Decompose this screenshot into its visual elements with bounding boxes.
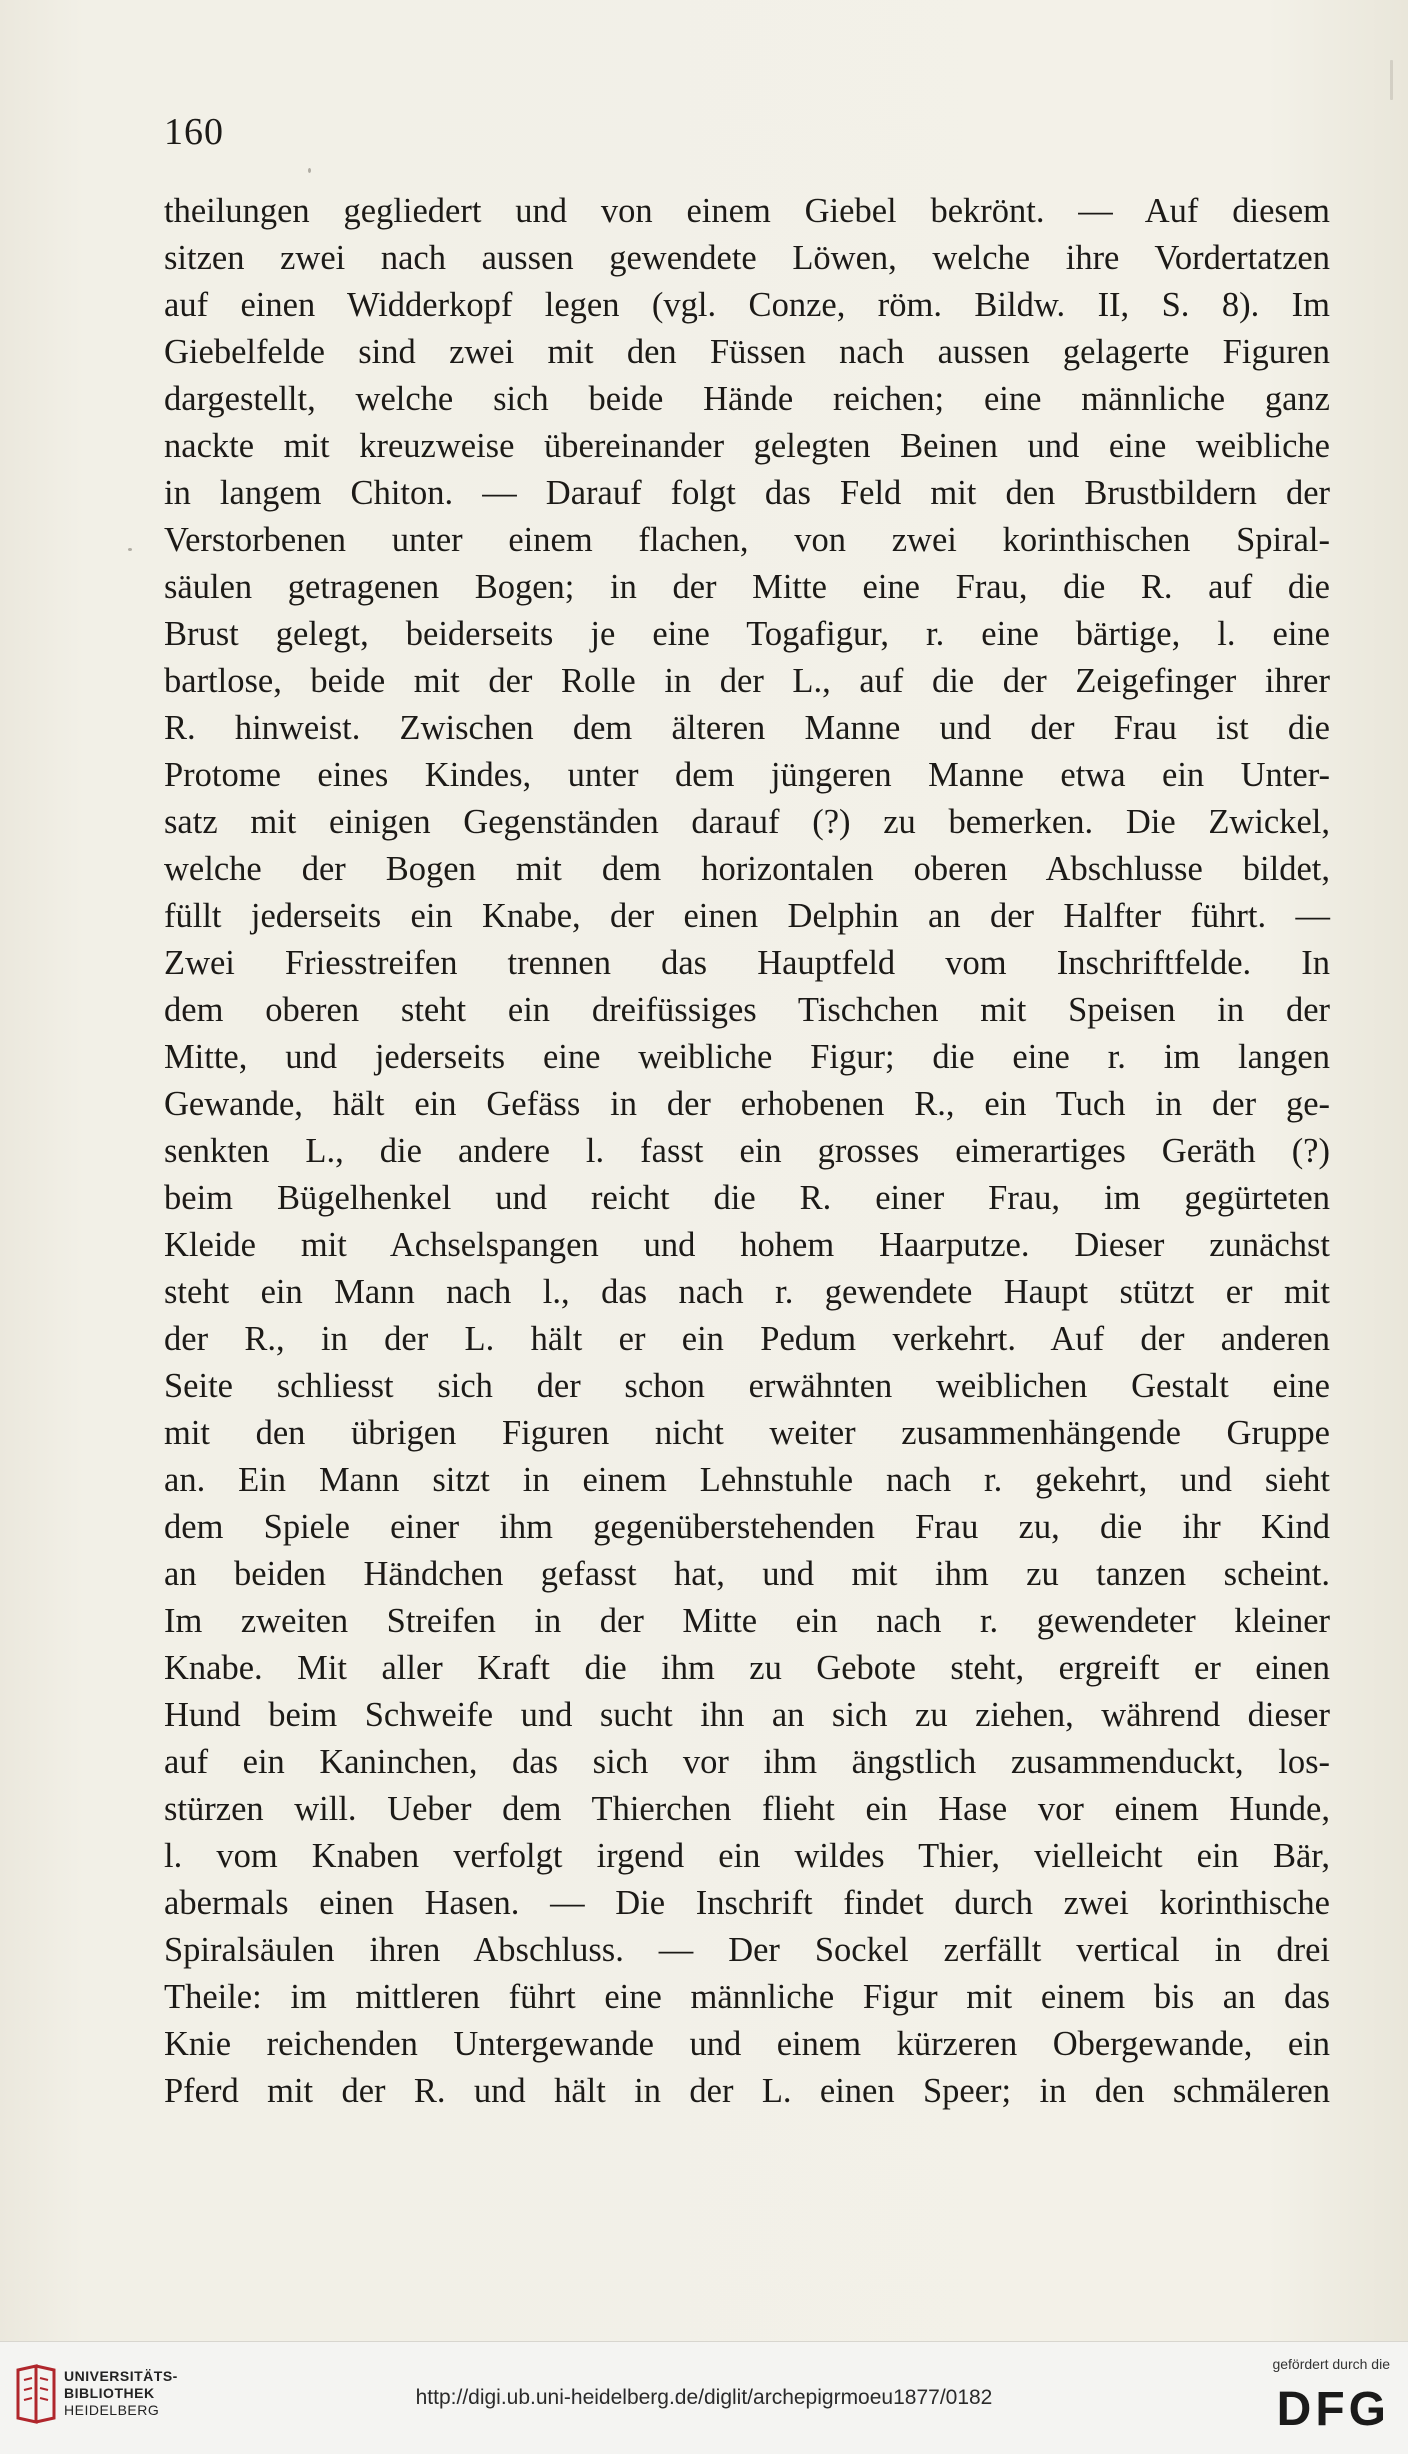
text-line: Mitte, und jederseits eine weibliche Figur; die eine r. im langen — [164, 1038, 1330, 1076]
text-line: an beiden Händchen gefasst hat, und mit ihm zu tanzen scheint. — [164, 1555, 1330, 1593]
scan-speck — [308, 168, 311, 173]
text-line: dem oberen steht ein dreifüssiges Tischchen mit Speisen in der — [164, 991, 1330, 1029]
text-line: steht ein Mann nach l., das nach r. gewendete Haupt stützt er mit — [164, 1273, 1330, 1311]
text-line: Theile: im mittleren führt eine männliche Figur mit einem bis an das — [164, 1978, 1330, 2016]
text-line: Pferd mit der R. und hält in der L. einen Speer; in den schmäleren — [164, 2072, 1330, 2110]
text-line: Gewande, hält ein Gefäss in der erhobenen R., ein Tuch in der ge- — [164, 1085, 1330, 1123]
text-line: bartlose, beide mit der Rolle in der L., auf die der Zeigefinger ihrer — [164, 662, 1330, 700]
permalink-url[interactable]: http://digi.ub.uni-heidelberg.de/diglit/archepigrmoeu1877/0182 — [415, 2386, 993, 2409]
sponsor-note: gefördert durch die — [1272, 2356, 1390, 2372]
library-name-line: UNIVERSITÄTS- — [64, 2368, 178, 2384]
text-line: auf ein Kaninchen, das sich vor ihm ängstlich zusammenduckt, los- — [164, 1743, 1330, 1781]
text-line: Kleide mit Achselspangen und hohem Haarputze. Dieser zunächst — [164, 1226, 1330, 1264]
text-line: senkten L., die andere l. fasst ein grosses eimerartiges Geräth (?) — [164, 1132, 1330, 1170]
text-line: Seite schliesst sich der schon erwähnten weiblichen Gestalt eine — [164, 1367, 1330, 1405]
text-line: welche der Bogen mit dem horizontalen oberen Abschlusse bildet, — [164, 850, 1330, 888]
text-line: Protome eines Kindes, unter dem jüngeren Manne etwa ein Unter- — [164, 756, 1330, 794]
text-line: beim Bügelhenkel und reicht die R. einer Frau, im gegürteten — [164, 1179, 1330, 1217]
text-line: Hund beim Schweife und sucht ihn an sich zu ziehen, während dieser — [164, 1696, 1330, 1734]
text-line: Zwei Friesstreifen trennen das Hauptfeld vom Inschriftfelde. In — [164, 944, 1330, 982]
text-line: füllt jederseits ein Knabe, der einen Delphin an der Halfter führt. — — [164, 897, 1330, 935]
text-line: nackte mit kreuzweise übereinander gelegten Beinen und eine weibliche — [164, 427, 1330, 465]
text-line: der R., in der L. hält er ein Pedum verkehrt. Auf der anderen — [164, 1320, 1330, 1358]
text-line: Giebelfelde sind zwei mit den Füssen nach aussen gelagerte Figuren — [164, 333, 1330, 371]
page-number: 160 — [164, 111, 224, 153]
text-line: säulen getragenen Bogen; in der Mitte eine Frau, die R. auf die — [164, 568, 1330, 606]
text-line: Im zweiten Streifen in der Mitte ein nach r. gewendeter kleiner — [164, 1602, 1330, 1640]
text-line: mit den übrigen Figuren nicht weiter zusammenhängende Gruppe — [164, 1414, 1330, 1452]
text-line: abermals einen Hasen. — Die Inschrift findet durch zwei korinthische — [164, 1884, 1330, 1922]
text-line: an. Ein Mann sitzt in einem Lehnstuhle nach r. gekehrt, und sieht — [164, 1461, 1330, 1499]
scan-speck — [128, 548, 132, 551]
text-line: R. hinweist. Zwischen dem älteren Manne und der Frau ist die — [164, 709, 1330, 747]
text-line: Knabe. Mit aller Kraft die ihm zu Gebote steht, ergreift er einen — [164, 1649, 1330, 1687]
body-text — [164, 188, 1330, 2115]
text-line: auf einen Widderkopf legen (vgl. Conze, röm. Bildw. II, S. 8). Im — [164, 286, 1330, 324]
library-name-line: HEIDELBERG — [64, 2402, 160, 2418]
text-line: dargestellt, welche sich beide Hände reichen; eine männliche ganz — [164, 380, 1330, 418]
dfg-logo: DFG — [1276, 2383, 1390, 2436]
text-line: sitzen zwei nach aussen gewendete Löwen, welche ihre Vordertatzen — [164, 239, 1330, 277]
text-line: Knie reichenden Untergewande und einem kürzeren Obergewande, ein — [164, 2025, 1330, 2063]
text-line: dem Spiele einer ihm gegenüberstehenden Frau zu, die ihr Kind — [164, 1508, 1330, 1546]
text-line: theilungen gegliedert und von einem Giebel bekrönt. — Auf diesem — [164, 192, 1330, 230]
text-line: l. vom Knaben verfolgt irgend ein wildes Thier, vielleicht ein Bär, — [164, 1837, 1330, 1875]
footer-bar — [0, 2341, 1408, 2454]
text-line: Verstorbenen unter einem flachen, von zwei korinthischen Spiral- — [164, 521, 1330, 559]
text-line: satz mit einigen Gegenständen darauf (?) zu bemerken. Die Zwickel, — [164, 803, 1330, 841]
text-line: in langem Chiton. — Darauf folgt das Feld mit den Brustbildern der — [164, 474, 1330, 512]
text-line: stürzen will. Ueber dem Thierchen flieht ein Hase vor einem Hunde, — [164, 1790, 1330, 1828]
scan-speck — [1390, 60, 1393, 100]
text-line: Spiralsäulen ihren Abschluss. — Der Sockel zerfällt vertical in drei — [164, 1931, 1330, 1969]
text-line: Brust gelegt, beiderseits je eine Togafigur, r. eine bärtige, l. eine — [164, 615, 1330, 653]
library-name-line: BIBLIOTHEK — [64, 2385, 155, 2401]
